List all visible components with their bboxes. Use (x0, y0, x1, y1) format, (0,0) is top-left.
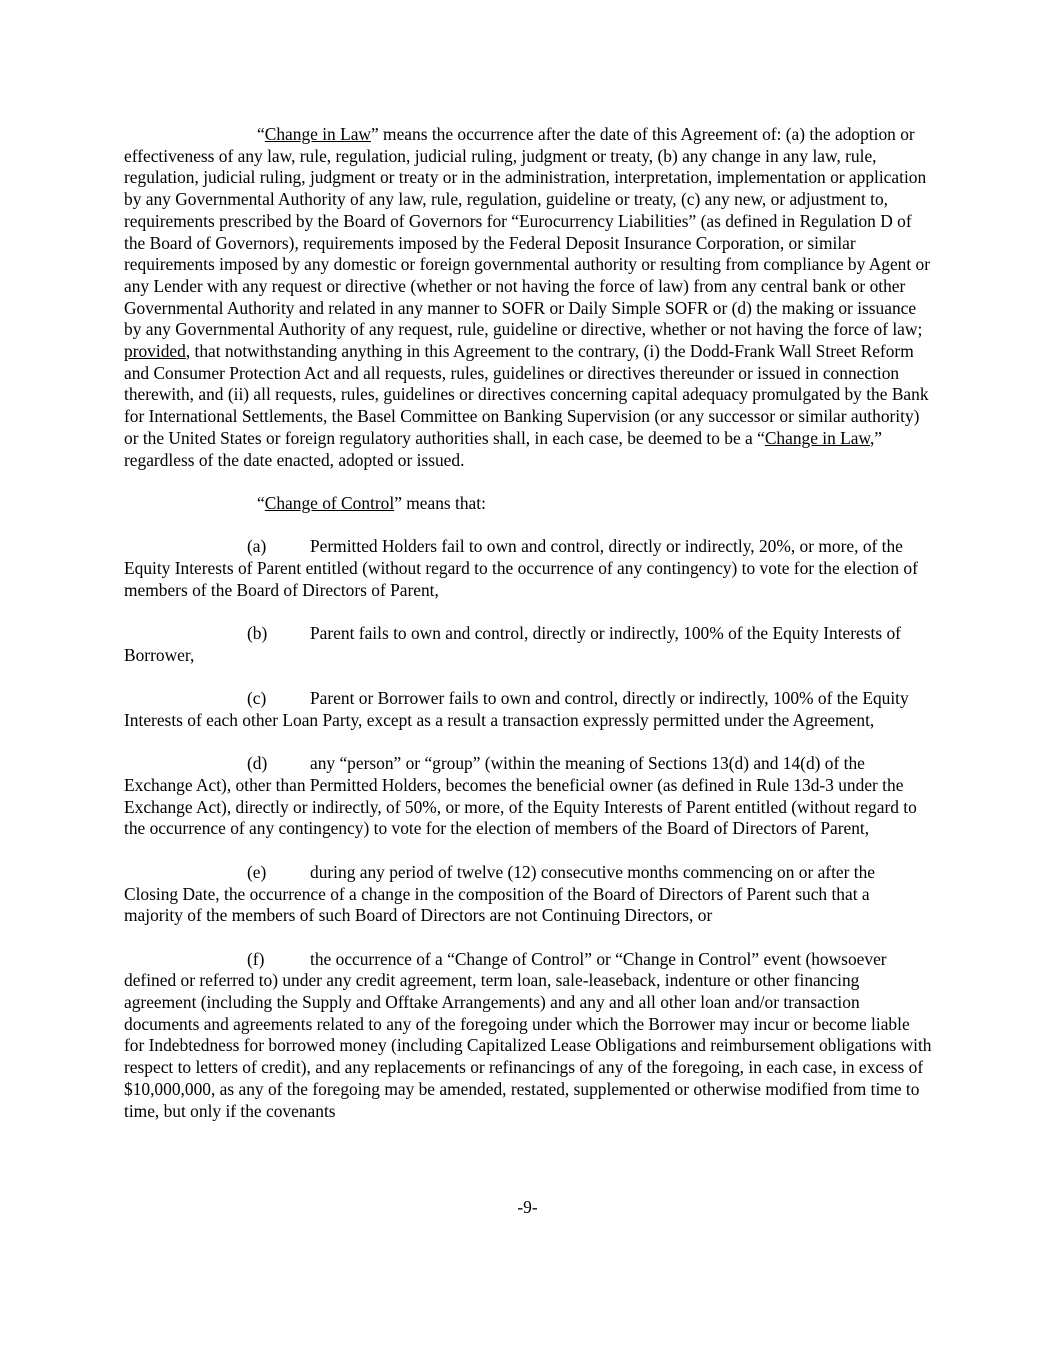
defined-term-change-in-law-reference: Change in Law (764, 427, 870, 448)
page-number: -9- (517, 1197, 538, 1217)
change-in-law-definition: “Change in Law” means the occurrence after the date of this Agreement of: (a) the adoption or effectiveness of any law, rule, regulation, judicial ruling, judgment or treaty, (b) any change in any law, rule, regulation, judicial ruling, judgment or treaty or in the administration, interpretation, implementation or application by any Governmental Authority of any law, rule, regulation, guideline or treaty, (c) any new, or adjustment to, requirements prescribed by the Board of Governors for “Eurocurrency Liabilities” (as defined in Regulation D of the Board of Governors), requirements imposed by the Federal Deposit Insurance Corporation, or similar requirements imposed by any domestic or foreign governmental authority or resulting from compliance by Agent or any Lender with any request or directive (whether or not having the force of law) from any central bank or other Governmental Authority and related in any manner to SOFR or Daily Simple SOFR or (d) the making or issuance by any Governmental Authority of any request, rule, guideline or directive, whether or not having the force of law; provided, that notwithstanding anything in this Agreement to the contrary, (i) the Dodd-Frank Wall Street Reform and Consumer Protection Act and all requests, rules, guidelines or directives thereunder or issued in connection therewith, and (ii) all requests, rules, guidelines or directives concerning capital adequacy promulgated by the Bank for International Settlements, the Basel Committee on Banking Supervision (or any successor or similar authority) or the United States or foreign regulatory authorities shall, in each case, be deemed to be a “Change in Law,” regardless of the date enacted, adopted or issued. (124, 124, 931, 470)
clause-d (124, 753, 932, 840)
clause-c (124, 688, 932, 731)
clause-a (124, 536, 932, 601)
clause-label: (c) (247, 688, 267, 709)
clause-text: Permitted Holders fail to own and control, directly or indirectly, 20%, or more, of the Equity Interests of Parent entitled (without regard to the occurrence of any contingency) to vote for the election of members of the Board of Directors of Parent, (124, 536, 918, 600)
clause-e (124, 862, 932, 927)
clause-text: during any period of twelve (12) consecutive months commencing on or after the Closing Date, the occurrence of a change in the composition of the Board of Directors of Parent such that a majority of the members of such Board of Directors are not Continuing Directors, or (124, 861, 876, 926)
clause-text: any “person” or “group” (within the meaning of Sections 13(d) and 14(d) of the Exchange Act), other than Permitted Holders, becomes the beneficial owner (as defined in Rule 13d-3 under the Exchange Act), directly or indirectly, of 50%, or more, of the Equity Interests of Parent entitled (without regard to the occurrence of any contingency) to vote for the election of members of the Board of Directors of Parent, (124, 753, 917, 839)
proviso-term: provided (124, 341, 186, 362)
clause-text: Parent or Borrower fails to own and control, directly or indirectly, 100% of the Equity Interests of each other Loan Party, except as a result a transaction expressly permitted under the Agreement, (124, 688, 909, 730)
clause-f (124, 949, 932, 1123)
clause-text: Parent fails to own and control, directly or indirectly, 100% of the Equity Interests of Borrower, (124, 623, 901, 665)
clause-label: (f) (247, 948, 265, 969)
change-of-control-definition: “Change of Control” means that: (257, 492, 486, 513)
clause-b (124, 623, 932, 666)
clause-label: (e) (247, 861, 267, 882)
clause-text: the occurrence of a “Change of Control” or “Change in Control” event (howsoever defined or referred to) under any credit agreement, term loan, sale-leaseback, indenture or other financing agreement (including the Supply and Offtake Arrangements) and any and all other loan and/or transaction documents and agreements related to any of the foregoing under which the Borrower may incur or become liable for Indebtedness for borrowed money (including Capitalized Lease Obligations and reimbursement obligations with respect to letters of credit), and any replacements or refinancings of any of the foregoing, in each case, in excess of $10,000,000, as any of the foregoing may be amended, restated, supplemented or otherwise modified from time to time, but only if the covenants (124, 948, 932, 1121)
clause-label: (b) (247, 623, 268, 644)
page-body (124, 124, 932, 1144)
clause-label: (d) (247, 753, 268, 774)
defined-term-change-of-control: Change of Control (264, 492, 395, 513)
clause-label: (a) (247, 536, 267, 557)
defined-term-change-in-law: Change in Law (264, 124, 371, 144)
